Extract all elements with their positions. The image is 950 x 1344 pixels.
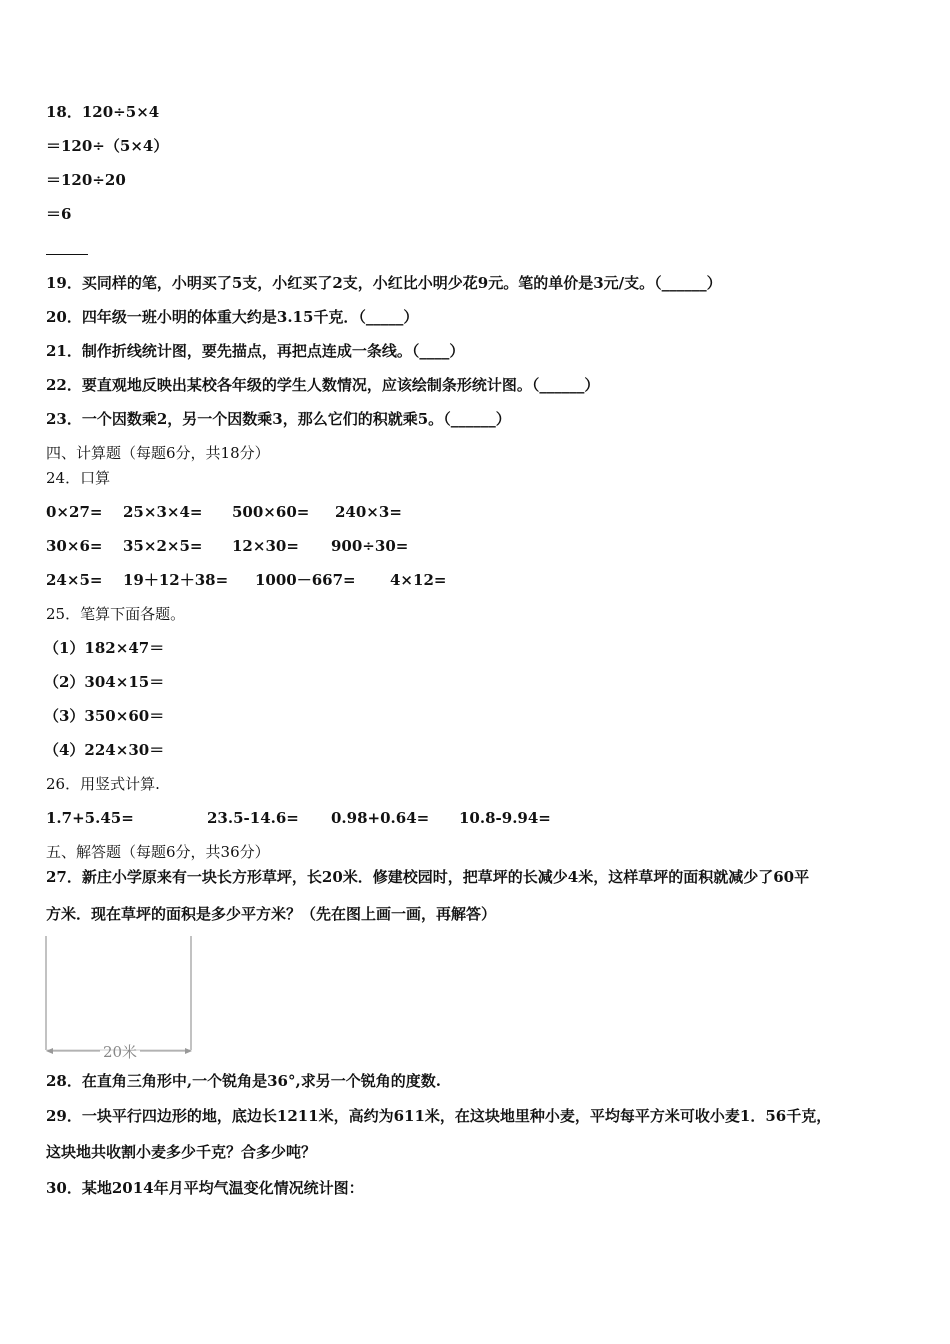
question-21: 21．制作折线统计图，要先描点，再把点连成一条线。（____） [46, 342, 465, 360]
length-label: 20米 [102, 1043, 138, 1060]
written-calc-item-4: （4）224×30＝ [44, 741, 165, 759]
written-calc-item-2: （2）304×15＝ [44, 673, 165, 691]
q18-step-2: ＝120÷20 [46, 171, 126, 189]
q18-step-3: ＝6 [46, 205, 72, 223]
q18-step-1: ＝120÷（5×4） [46, 137, 169, 155]
oral-calc-item: 900÷30= [331, 537, 409, 555]
oral-calc-item: 240×3= [335, 503, 402, 521]
vertical-calc-item: 10.8-9.94= [459, 809, 551, 827]
question-27-line-2: 方米．现在草坪的面积是多少平方米？（先在图上画一画，再解答） [46, 905, 497, 923]
question-19: 19．买同样的笔，小明买了5支，小红买了2支，小红比小明少花9元。笔的单价是3元/支。（______） [46, 274, 722, 292]
written-calc-item-1: （1）182×47＝ [44, 639, 165, 657]
oral-calc-item: 24×5= [46, 571, 103, 589]
question-30: 30．某地2014年月平均气温变化情况统计图： [46, 1179, 364, 1197]
vertical-calc-item: 1.7+5.45= [46, 809, 134, 827]
question-27-line-1: 27．新庄小学原来有一块长方形草坪，长20米．修建校园时，把草坪的长减少4米，这样草坪的面积就减少了60平 [46, 868, 810, 886]
vertical-calc-item: 0.98+0.64= [331, 809, 430, 827]
question-20: 20．四年级一班小明的体重大约是3.15千克．（_____） [46, 308, 419, 326]
question-29-line-1: 29．一块平行四边形的地，底边长1211米，高约为611米，在这块地里种小麦，平均每平方米可收小麦1．56千克， [46, 1107, 832, 1125]
question-28: 28．在直角三角形中,一个锐角是36°,求另一个锐角的度数. [46, 1072, 441, 1090]
question-23: 23．一个因数乘2，另一个因数乘3，那么它们的积就乘5。（______） [46, 410, 511, 428]
oral-calc-item: 4×12= [390, 571, 447, 589]
section-4-heading: 四、计算题（每题6分，共18分） [46, 444, 270, 462]
oral-calc-item: 30×6= [46, 537, 103, 555]
oral-calc-item: 1000－667= [255, 571, 356, 589]
vertical-calc-item: 23.5-14.6= [207, 809, 299, 827]
question-29-line-2: 这块地共收割小麦多少千克？合多少吨？ [46, 1143, 317, 1161]
oral-calc-item: 12×30= [232, 537, 299, 555]
oral-calc-item: 25×3×4= [123, 503, 203, 521]
q18-expression: 18．120÷5×4 [46, 103, 160, 121]
oral-calc-item: 0×27= [46, 503, 103, 521]
question-25-title: 25．笔算下面各题。 [46, 605, 186, 623]
question-26-title: 26．用竖式计算. [46, 775, 160, 793]
question-24-title: 24．口算 [46, 469, 111, 487]
question-22: 22．要直观地反映出某校各年级的学生人数情况，应该绘制条形统计图。（______） [46, 376, 600, 394]
written-calc-item-3: （3）350×60＝ [44, 707, 165, 725]
lawn-rectangle-figure [44, 934, 194, 1060]
oral-calc-item: 500×60= [232, 503, 310, 521]
oral-calc-item: 35×2×5= [123, 537, 203, 555]
oral-calc-item: 19＋12＋38= [123, 571, 229, 589]
answer-underline [46, 254, 88, 255]
section-5-heading: 五、解答题（每题6分，共36分） [46, 843, 270, 861]
